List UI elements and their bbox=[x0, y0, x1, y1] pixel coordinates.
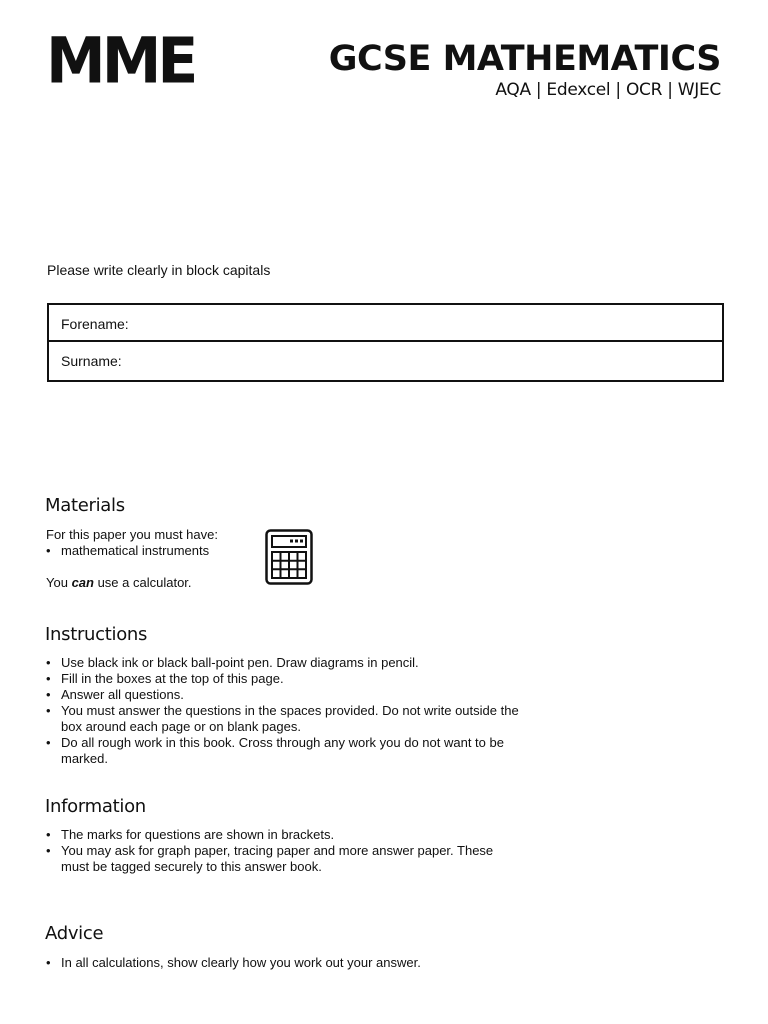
list-item: • You must answer the questions in the spaces provided. Do not write outside the box around each page or on blank pages. bbox=[46, 703, 526, 735]
advice-heading: Advice bbox=[45, 923, 104, 944]
mme-logo: MME bbox=[46, 24, 195, 99]
information-list bbox=[46, 827, 516, 875]
materials-heading: Materials bbox=[45, 495, 125, 516]
block-capitals-note: Please write clearly in block capitals bbox=[47, 262, 271, 278]
forename-label: Forename: bbox=[61, 316, 129, 332]
instructions-heading: Instructions bbox=[45, 624, 148, 645]
list-item: • Do all rough work in this book. Cross through any work you do not want to be marked. bbox=[46, 735, 526, 767]
surname-field[interactable] bbox=[49, 342, 722, 379]
list-item: • Fill in the boxes at the top of this page. bbox=[46, 671, 526, 687]
list-item: • mathematical instruments bbox=[46, 543, 209, 559]
calculator-note-emphasis: can bbox=[71, 575, 94, 590]
instructions-list bbox=[46, 655, 526, 767]
advice-list bbox=[46, 955, 526, 971]
list-item: • Use black ink or black ball-point pen. Draw diagrams in pencil. bbox=[46, 655, 526, 671]
surname-label: Surname: bbox=[61, 353, 122, 369]
exam-boards: AQA | Edexcel | OCR | WJEC bbox=[495, 80, 721, 100]
calculator-note-post: use a calculator. bbox=[93, 575, 192, 590]
forename-field[interactable] bbox=[49, 305, 722, 342]
list-item: • Answer all questions. bbox=[46, 687, 526, 703]
list-item: • The marks for questions are shown in brackets. bbox=[46, 827, 516, 843]
page-title: GCSE MATHEMATICS bbox=[328, 39, 721, 79]
materials-intro: For this paper you must have: bbox=[46, 527, 218, 542]
list-item: • You may ask for graph paper, tracing paper and more answer paper. These must be tagged securely to this answer book. bbox=[46, 843, 516, 875]
calculator-note-pre: You bbox=[46, 575, 72, 590]
materials-list bbox=[46, 543, 209, 559]
information-heading: Information bbox=[45, 796, 146, 817]
candidate-name-box bbox=[47, 303, 724, 382]
calculator-icon bbox=[265, 529, 313, 585]
calculator-note bbox=[46, 575, 192, 591]
list-item: • In all calculations, show clearly how you work out your answer. bbox=[46, 955, 526, 971]
